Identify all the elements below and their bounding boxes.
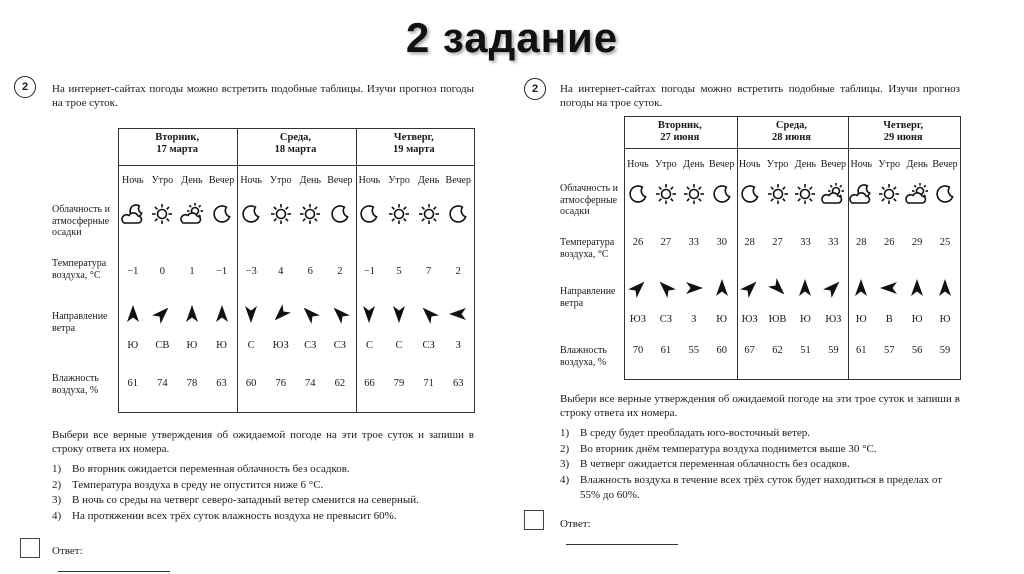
period-label: День <box>906 159 928 170</box>
day-date: 17 марта <box>156 144 199 155</box>
option-number: 3) <box>52 494 62 506</box>
row-label-wind: Направление ветра <box>52 311 108 334</box>
humidity-value: 56 <box>911 345 923 356</box>
row-label-temp: Температура воздуха, °С <box>52 258 107 281</box>
sun-icon <box>298 202 322 230</box>
humidity-value: 67 <box>744 345 755 356</box>
wind-arrow-icon <box>418 303 440 329</box>
moon-icon <box>239 202 263 230</box>
option-text: В ночь со среды на четверг северо-западный ветер сменится на северный. <box>72 494 419 506</box>
sun-icon <box>387 202 411 230</box>
option-number: 2) <box>52 478 62 491</box>
partly-cloudy-night-icon <box>849 182 873 210</box>
temperature-value: 6 <box>307 266 313 277</box>
moon-icon <box>710 182 734 210</box>
moon-icon <box>446 202 470 230</box>
humidity-value: 57 <box>883 345 895 356</box>
wind-direction: ЮВ <box>768 314 787 325</box>
period-label: Ночь <box>850 159 873 170</box>
temperature-value: 1 <box>189 266 195 277</box>
humidity-value: 70 <box>632 345 644 356</box>
period-label: День <box>417 175 440 186</box>
humidity-value: 61 <box>660 345 672 356</box>
day-date: 18 марта <box>274 144 317 155</box>
row-label-temp: Температура воздуха, °С <box>560 237 615 260</box>
wind-arrow-icon <box>906 277 928 303</box>
temperature-value: 27 <box>772 237 783 248</box>
period-label: Утро <box>388 175 410 186</box>
moon-icon <box>933 182 957 210</box>
humidity-value: 59 <box>828 345 839 356</box>
wind-direction: З <box>455 340 461 351</box>
wind-arrow-icon <box>388 303 410 329</box>
sun-icon <box>793 182 817 210</box>
temperature-value: 0 <box>159 266 165 277</box>
temperature-value: −3 <box>245 266 257 277</box>
humidity-value: 63 <box>452 378 464 389</box>
temperature-value: −1 <box>215 266 228 277</box>
moon-icon <box>738 182 762 210</box>
temperature-value: 28 <box>856 237 867 248</box>
row-label-clouds: Облачность и атмосферные осадки <box>560 183 618 217</box>
temperature-value: 33 <box>688 237 700 248</box>
day-header <box>236 132 354 156</box>
period-label: Утро <box>766 159 789 170</box>
humidity-value: 60 <box>716 345 727 356</box>
humidity-value: 79 <box>393 378 405 389</box>
header-divider <box>119 165 474 166</box>
wind-arrow-icon <box>358 303 380 329</box>
temperature-value: 30 <box>716 237 727 248</box>
day-header <box>736 120 848 144</box>
day-date: 19 марта <box>392 144 435 155</box>
wind-direction: СЗ <box>304 340 317 351</box>
wind-arrow-icon <box>181 303 203 329</box>
period-label: День <box>683 159 705 170</box>
wind-arrow-icon <box>711 277 733 303</box>
wind-arrow-icon <box>683 277 705 303</box>
row-label-humidity: Влажность воздуха, % <box>52 373 99 396</box>
humidity-value: 74 <box>157 378 168 389</box>
option-text: Во вторник ожидается переменная облачность без осадков. <box>72 463 350 475</box>
humidity-value: 74 <box>305 378 316 389</box>
wind-direction: ЮЗ <box>629 314 646 325</box>
temperature-value: 26 <box>883 237 895 248</box>
period-label: Утро <box>151 175 174 186</box>
header-divider <box>625 148 960 149</box>
humidity-value: 60 <box>245 378 257 389</box>
wind-direction: СЗ <box>333 340 346 351</box>
wind-direction: СЗ <box>659 314 672 325</box>
humidity-value: 62 <box>334 378 346 389</box>
temperature-value: 27 <box>660 237 672 248</box>
day-header <box>847 120 959 144</box>
page-title: 2 задание <box>405 14 619 61</box>
moon-icon <box>328 202 352 230</box>
humidity-value: 51 <box>800 345 811 356</box>
task-intro-text: На интернет-сайтах погоды можно встретить подобные таблицы. Изучи прогноз погоды на трое суток. <box>52 83 474 109</box>
sun-icon <box>417 202 441 230</box>
temperature-value: −1 <box>127 266 139 277</box>
wind-direction: ЮЗ <box>272 340 289 351</box>
wind-direction: Ю <box>855 314 867 325</box>
day-name: Среда, <box>775 120 808 131</box>
option-3 <box>560 457 960 473</box>
wind-arrow-icon <box>767 277 789 303</box>
day-header <box>355 132 473 156</box>
wind-arrow-icon <box>151 303 173 329</box>
answer-checkbox[interactable] <box>20 538 40 558</box>
option-number: 4) <box>52 509 62 522</box>
wind-arrow-icon <box>794 277 816 303</box>
period-label: Утро <box>269 175 292 186</box>
option-2 <box>560 442 960 458</box>
day-date: 28 июня <box>772 132 811 143</box>
option-number: 1) <box>560 427 570 439</box>
task-intro-text: На интернет-сайтах погоды можно встретить подобные таблицы. Изучи прогноз погоды на трое суток. <box>560 83 960 109</box>
humidity-value: 71 <box>423 378 434 389</box>
task-number-badge: 2 <box>14 76 36 98</box>
option-text: Влажность воздуха в течение всех трёх суток будет находиться в пределах от 55% до 60%. <box>580 473 943 501</box>
option-text: На протяжении всех трёх суток влажность воздуха не превысит 60%. <box>72 509 397 522</box>
period-label: Вечер <box>327 175 353 186</box>
day-header <box>118 132 236 156</box>
partly-cloudy-day-icon <box>821 182 845 210</box>
temperature-value: 29 <box>911 237 923 248</box>
wind-arrow-icon <box>240 303 262 329</box>
humidity-value: 66 <box>364 378 375 389</box>
period-label: Вечер <box>445 175 471 186</box>
answer-options <box>560 426 960 504</box>
period-label: Вечер <box>208 175 235 186</box>
wind-arrow-icon <box>878 277 900 303</box>
period-label: День <box>181 175 203 186</box>
option-number: 4) <box>560 473 570 486</box>
sun-icon <box>150 202 174 230</box>
wind-arrow-icon <box>627 277 649 303</box>
option-2 <box>52 478 474 494</box>
humidity-value: 59 <box>939 345 951 356</box>
sun-icon <box>269 202 293 230</box>
wind-direction: Ю <box>127 340 139 351</box>
wind-arrow-icon <box>299 303 321 329</box>
wind-arrow-icon <box>822 277 844 303</box>
wind-arrow-icon <box>739 277 761 303</box>
wind-arrow-icon <box>934 277 956 303</box>
period-label: Утро <box>655 159 677 170</box>
answer-label: Ответ: <box>560 518 591 530</box>
option-4 <box>52 509 474 525</box>
moon-icon <box>210 202 234 230</box>
wind-arrow-icon <box>211 303 233 329</box>
period-label: Ночь <box>122 175 144 186</box>
humidity-value: 78 <box>186 378 198 389</box>
temperature-value: 33 <box>800 237 811 248</box>
temperature-value: 2 <box>337 266 343 277</box>
moon-icon <box>626 182 650 210</box>
question-text: Выбери все верные утверждения об ожидаемой погоде на эти трое суток и запиши в строку ответа их номера. <box>52 429 474 455</box>
wind-direction: Ю <box>939 314 951 325</box>
wind-arrow-icon <box>655 277 677 303</box>
humidity-value: 61 <box>856 345 867 356</box>
option-1 <box>52 462 474 478</box>
day-name: Среда, <box>279 132 312 143</box>
wind-direction: Ю <box>186 340 198 351</box>
humidity-value: 62 <box>772 345 783 356</box>
wind-direction: В <box>885 314 893 325</box>
sun-icon <box>654 182 678 210</box>
partly-cloudy-day-icon <box>905 182 929 210</box>
answer-input-line[interactable] <box>58 561 170 572</box>
partly-cloudy-night-icon <box>121 202 145 230</box>
period-label: День <box>299 175 321 186</box>
humidity-value: 55 <box>688 345 700 356</box>
day-name: Четверг, <box>393 132 434 143</box>
period-label: Ночь <box>358 175 381 186</box>
temperature-value: 7 <box>425 266 432 277</box>
option-number: 3) <box>560 458 570 470</box>
option-number: 2) <box>560 442 570 455</box>
option-text: В четверг ожидается переменная облачность без осадков. <box>580 458 850 470</box>
humidity-value: 63 <box>216 378 227 389</box>
row-label-humidity: Влажность воздуха, % <box>560 345 607 368</box>
wind-direction: СЗ <box>422 340 435 351</box>
option-1 <box>560 426 960 442</box>
wind-direction: Ю <box>800 314 811 325</box>
temperature-value: 33 <box>828 237 839 248</box>
wind-direction: Ю <box>911 314 923 325</box>
question-text: Выбери все верные утверждения об ожидаемой погоде на эти трое суток и запиши в строку ответа их номера. <box>560 393 960 419</box>
period-label: Вечер <box>820 159 847 170</box>
option-number: 1) <box>52 463 62 475</box>
period-label: Вечер <box>932 159 958 170</box>
day-name: Вторник, <box>155 132 200 143</box>
temperature-value: 4 <box>278 266 284 277</box>
wind-direction: С <box>247 340 255 351</box>
wind-arrow-icon <box>329 303 351 329</box>
wind-arrow-icon <box>270 303 292 329</box>
row-label-wind: Направление ветра <box>560 286 616 309</box>
row-label-clouds: Облачность и атмосферные осадки <box>52 204 110 238</box>
period-label: Утро <box>878 159 900 170</box>
temperature-value: −1 <box>363 266 376 277</box>
wind-direction: ЮЗ <box>741 314 758 325</box>
wind-arrow-icon <box>447 303 469 329</box>
option-text: Во вторник днём температура воздуха поднимется выше 30 °С. <box>580 442 877 455</box>
moon-icon <box>357 202 381 230</box>
wind-direction: ЮЗ <box>825 314 842 325</box>
wind-direction: З <box>691 314 697 325</box>
answer-input-line[interactable] <box>566 534 678 545</box>
sun-icon <box>682 182 706 210</box>
answer-label: Ответ: <box>52 545 83 557</box>
option-3 <box>52 493 474 509</box>
day-date: 27 июня <box>660 132 700 143</box>
sun-icon <box>877 182 901 210</box>
partly-cloudy-day-icon <box>180 202 204 230</box>
day-name: Вторник, <box>657 120 702 131</box>
answer-line[interactable] <box>52 544 170 572</box>
option-4 <box>560 473 960 504</box>
temperature-value: 28 <box>744 237 755 248</box>
wind-direction: СВ <box>155 340 170 351</box>
wind-direction: Ю <box>716 314 728 325</box>
day-name: Четверг, <box>883 120 924 131</box>
sun-icon <box>766 182 790 210</box>
option-text: В среду будет преобладать юго-восточный ветер. <box>580 427 810 439</box>
day-header <box>624 120 736 144</box>
humidity-value: 76 <box>275 378 286 389</box>
period-label: День <box>794 159 817 170</box>
temperature-value: 2 <box>455 266 461 277</box>
temperature-value: 5 <box>396 266 402 277</box>
temperature-value: 26 <box>632 237 644 248</box>
day-date: 29 июня <box>883 132 923 143</box>
answer-options <box>52 462 474 524</box>
wind-arrow-icon <box>122 303 144 329</box>
answer-checkbox[interactable] <box>524 510 544 530</box>
wind-direction: С <box>365 340 373 351</box>
wind-arrow-icon <box>850 277 872 303</box>
period-label: Ночь <box>240 175 262 186</box>
humidity-value: 61 <box>127 378 139 389</box>
period-label: Вечер <box>709 159 735 170</box>
period-label: Ночь <box>738 159 761 170</box>
period-label: Ночь <box>627 159 649 170</box>
wind-direction: С <box>395 340 403 351</box>
option-text: Температура воздуха в среду не опустится ниже 6 °С. <box>72 478 324 491</box>
answer-line[interactable] <box>560 517 678 545</box>
task-number-badge: 2 <box>524 78 546 100</box>
temperature-value: 25 <box>939 237 951 248</box>
wind-direction: Ю <box>216 340 227 351</box>
